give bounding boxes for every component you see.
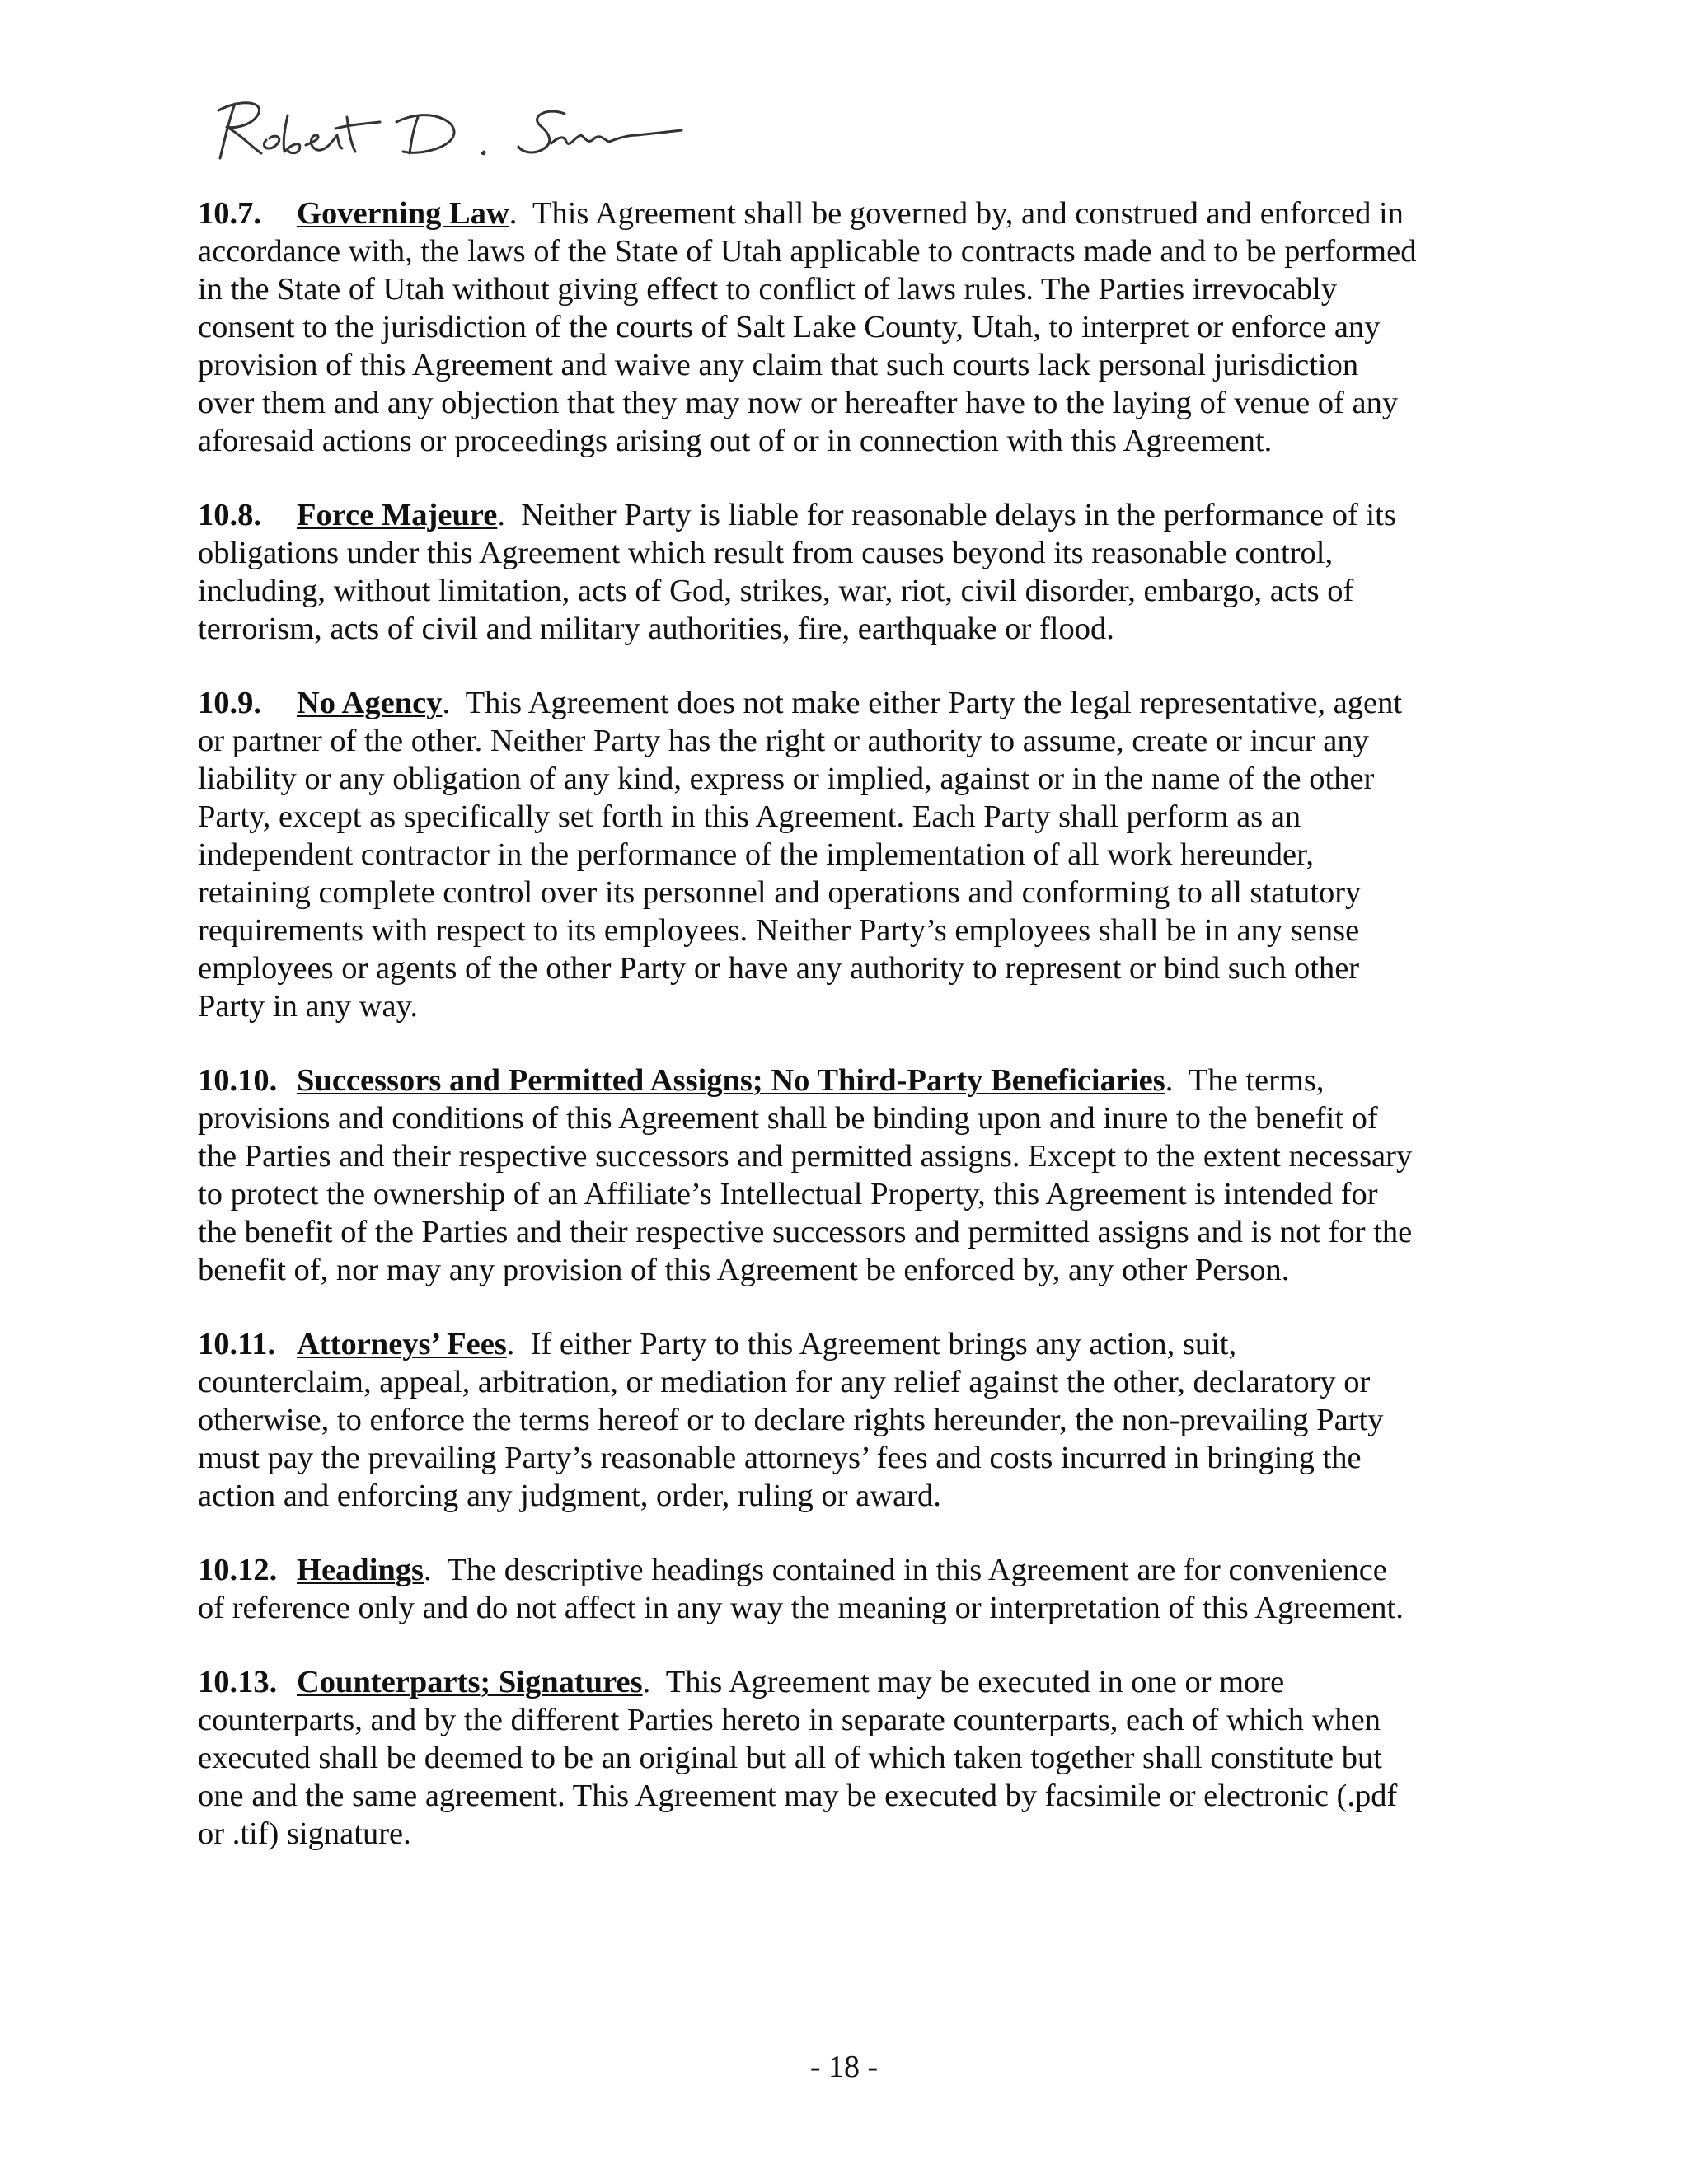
section-number: 10.13. (198, 1665, 278, 1699)
section-title: Counterparts; Signatures (297, 1665, 643, 1699)
section-title: Successors and Permitted Assigns; No Third-Party Beneficiaries (297, 1063, 1165, 1098)
signature-icon (202, 92, 688, 168)
section-number: 10.9. (198, 686, 261, 720)
section-number: 10.7. (198, 196, 261, 231)
section-number: 10.10. (198, 1063, 278, 1098)
section-10-9: 10.9. No Agency. This Agreement does not make either Party the legal representative, agent or partner of the other. Neither Party has the right or authority to assume, create or incur any liability or any obligation of any kind, express or implied, against or in the name of the other Party, except as specifically set forth in this Agreement. Each Party shall perform as an independent contractor in the performance of the implementation of all work hereunder, retaining complete control over its personnel and operations and conforming to all statutory requirements with respect to its employees. Neither Party’s employees shall be in any sense employees or agents of the other Party or have any authority to represent or bind such other Party in any way. (198, 686, 1403, 1024)
document-body (198, 194, 1418, 1889)
section-body: Neither Party is liable for reasonable delays in the performance of its obligations under this Agreement which result from causes beyond its reasonable control, including, without limitation, acts of God, strikes, war, riot, civil disorder, embargo, acts of terrorism, acts of civil and military authorities, fire, earthquake or flood. (198, 498, 1396, 646)
section-number: 10.11. (198, 1327, 276, 1361)
section-10-7: 10.7. Governing Law. This Agreement shall be governed by, and construed and enforced in accordance with, the laws of the State of Utah applicable to contracts made and to be performed in the State of Utah without giving effect to conflict of laws rules. The Parties irrevocably consent to the jurisdiction of the courts of Salt Lake County, Utah, to interpret or enforce any provision of this Agreement and waive any claim that such courts lack personal jurisdiction over them and any objection that they may now or hereafter have to the laying of venue of any aforesaid actions or proceedings arising out of or in connection with this Agreement. (198, 196, 1417, 458)
page-number: - 18 - (809, 2050, 879, 2084)
section-10-8: 10.8. Force Majeure. Neither Party is liable for reasonable delays in the performance of its obligations under this Agreement which result from causes beyond its reasonable control, including, without limitation, acts of God, strikes, war, riot, civil disorder, embargo, acts of terrorism, acts of civil and military authorities, fire, earthquake or flood. (198, 498, 1396, 646)
section-body: The descriptive headings contained in this Agreement are for convenience of reference only and do not affect in any way the meaning or interpretation of this Agreement. (198, 1553, 1404, 1625)
section-title: Governing Law (297, 196, 509, 231)
section-body: This Agreement does not make either Party the legal representative, agent or partner of the other. Neither Party has the right or authority to assume, create or incur any liability or any obligation of any kind, express or implied, against or in the name of the other Party, except as specifically set forth in this Agreement. Each Party shall perform as an independent contractor in the performance of the implementation of all work hereunder, retaining complete control over its personnel and operations and conforming to all statutory requirements with respect to its employees. Neither Party’s employees shall be in any sense employees or agents of the other Party or have any authority to represent or bind such other Party in any way. (198, 686, 1403, 1024)
section-title: Attorneys’ Fees (297, 1327, 507, 1361)
section-body: This Agreement shall be governed by, and construed and enforced in accordance with, the laws of the State of Utah applicable to contracts made and to be performed in the State of Utah without giving effect to conflict of laws rules. The Parties irrevocably consent to the jurisdiction of the courts of Salt Lake County, Utah, to interpret or enforce any provision of this Agreement and waive any claim that such courts lack personal jurisdiction over them and any objection that they may now or hereafter have to the laying of venue of any aforesaid actions or proceedings arising out of or in connection with this Agreement. (198, 196, 1417, 458)
section-title: No Agency (297, 686, 443, 720)
section-body: The terms, provisions and conditions of this Agreement shall be binding upon and inure to the benefit of the Parties and their respective successors and permitted assigns. Except to the extent necessary to protect the ownership of an Affiliate’s Intellectual Property, this Agreement is intended for the benefit of the Parties and their respective successors and permitted assigns and is not for the benefit of, nor may any provision of this Agreement be enforced by, any other Person. (198, 1063, 1413, 1287)
section-10-11: 10.11. Attorneys’ Fees. If either Party to this Agreement brings any action, suit, counterclaim, appeal, arbitration, or mediation for any relief against the other, declaratory or otherwise, to enforce the terms hereof or to declare rights hereunder, the non-prevailing Party must pay the prevailing Party’s reasonable attorneys’ fees and costs incurred in bringing the action and enforcing any judgment, order, ruling or award. (198, 1327, 1384, 1513)
section-title: Force Majeure (297, 498, 498, 532)
section-10-13: 10.13. Counterparts; Signatures. This Agreement may be executed in one or more counterparts, and by the different Parties hereto in separate counterparts, each of which when executed shall be deemed to be an original but all of which taken together shall constitute but one and the same agreement. This Agreement may be executed by facsimile or electronic (.pdf or .tif) signature. (198, 1665, 1398, 1851)
section-body: If either Party to this Agreement brings any action, suit, counterclaim, appeal, arbitration, or mediation for any relief against the other, declaratory or otherwise, to enforce the terms hereof or to declare rights hereunder, the non-prevailing Party must pay the prevailing Party’s reasonable attorneys’ fees and costs incurred in bringing the action and enforcing any judgment, order, ruling or award. (198, 1327, 1384, 1513)
section-number: 10.12. (198, 1553, 278, 1587)
section-title: Headings (297, 1553, 424, 1587)
section-10-10: 10.10. Successors and Permitted Assigns; No Third-Party Beneficiaries. The terms, provisions and conditions of this Agreement shall be binding upon and inure to the benefit of the Parties and their respective successors and permitted assigns. Except to the extent necessary to protect the ownership of an Affiliate’s Intellectual Property, this Agreement is intended for the benefit of the Parties and their respective successors and permitted assigns and is not for the benefit of, nor may any provision of this Agreement be enforced by, any other Person. (198, 1063, 1413, 1287)
section-10-12: 10.12. Headings. The descriptive headings contained in this Agreement are for convenience of reference only and do not affect in any way the meaning or interpretation of this Agreement. (198, 1553, 1404, 1625)
section-number: 10.8. (198, 498, 261, 532)
section-body: This Agreement may be executed in one or more counterparts, and by the different Parties hereto in separate counterparts, each of which when executed shall be deemed to be an original but all of which taken together shall constitute but one and the same agreement. This Agreement may be executed by facsimile or electronic (.pdf or .tif) signature. (198, 1665, 1398, 1851)
